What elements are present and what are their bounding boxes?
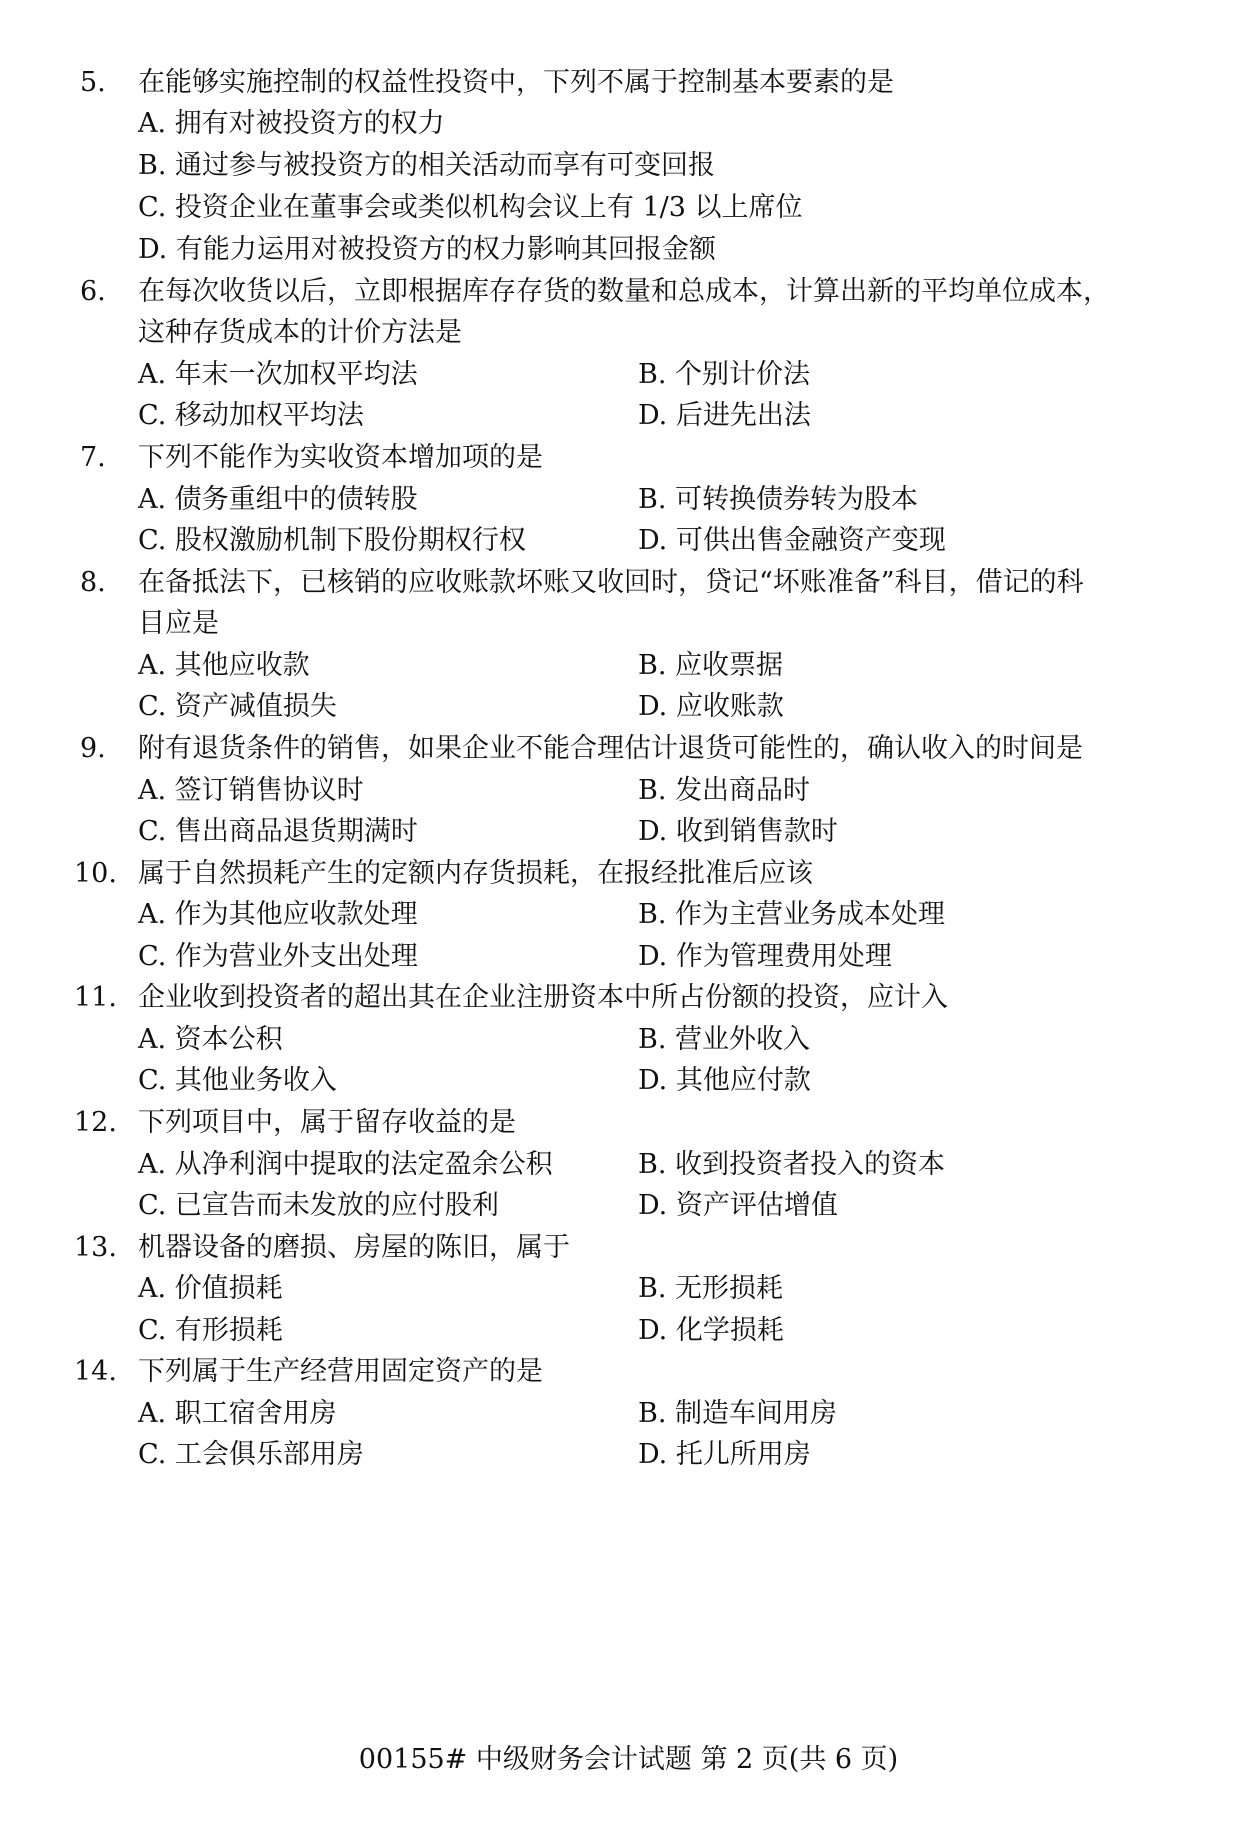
option-d: D. 资产评估增值: [638, 1190, 838, 1221]
option-b: B. 应收票据: [638, 650, 784, 681]
option-c: C. 售出商品退货期满时: [138, 816, 418, 847]
question-number: 5.: [80, 67, 106, 98]
question-number: 10.: [74, 858, 117, 889]
question-text: 企业收到投资者的超出其在企业注册资本中所占份额的投资，应计入: [138, 982, 948, 1013]
option-c: C. 已宣告而未发放的应付股利: [138, 1190, 499, 1221]
option-a: A. 价值损耗: [138, 1273, 283, 1304]
option-b: B. 可转换债券转为股本: [638, 484, 919, 515]
question-text: 在能够实施控制的权益性投资中，下列不属于控制基本要素的是: [138, 67, 894, 98]
option-d: D. 后进先出法: [638, 400, 811, 431]
option-d: D. 应收账款: [638, 691, 784, 722]
page-footer: 00155# 中级财务会计试题 第 2 页(共 6 页): [358, 1744, 899, 1775]
question-text: 机器设备的磨损、房屋的陈旧，属于: [138, 1232, 570, 1263]
option-c: C. 投资企业在董事会或类似机构会议上有 1/3 以上席位: [138, 192, 803, 223]
option-a: A. 拥有对被投资方的权力: [138, 108, 445, 139]
question-text: 下列不能作为实收资本增加项的是: [138, 442, 543, 473]
option-d: D. 其他应付款: [638, 1065, 811, 1096]
question-text-continued: 这种存货成本的计价方法是: [138, 317, 462, 348]
option-a: A. 债务重组中的债转股: [138, 484, 418, 515]
option-d: D. 托儿所用房: [638, 1439, 811, 1470]
question-text: 在每次收货以后，立即根据库存存货的数量和总成本，计算出新的平均单位成本，: [138, 276, 1110, 307]
option-b: B. 个别计价法: [638, 359, 811, 390]
question-text: 下列项目中，属于留存收益的是: [138, 1107, 516, 1138]
option-a: A. 从净利润中提取的法定盈余公积: [138, 1149, 553, 1180]
question-number: 7.: [80, 442, 106, 473]
option-c: C. 移动加权平均法: [138, 400, 364, 431]
option-d: D. 可供出售金融资产变现: [638, 525, 946, 556]
option-a: A. 资本公积: [138, 1024, 283, 1055]
question-text: 下列属于生产经营用固定资产的是: [138, 1356, 543, 1387]
option-a: A. 年末一次加权平均法: [138, 359, 418, 390]
option-d: D. 作为管理费用处理: [638, 941, 892, 972]
question-number: 13.: [74, 1232, 117, 1263]
option-a: A. 职工宿舍用房: [138, 1398, 337, 1429]
option-d: D. 化学损耗: [638, 1315, 784, 1346]
question-number: 11.: [74, 982, 117, 1013]
option-d: D. 有能力运用对被投资方的权力影响其回报金额: [138, 234, 716, 265]
option-b: B. 通过参与被投资方的相关活动而享有可变回报: [138, 150, 716, 181]
option-c: C. 工会俱乐部用房: [138, 1439, 364, 1470]
option-b: B. 作为主营业务成本处理: [638, 899, 946, 930]
question-text: 附有退货条件的销售，如果企业不能合理估计退货可能性的，确认收入的时间是: [138, 733, 1083, 764]
option-b: B. 收到投资者投入的资本: [638, 1149, 946, 1180]
question-text: 属于自然损耗产生的定额内存货损耗，在报经批准后应该: [138, 858, 813, 889]
option-b: B. 营业外收入: [638, 1024, 811, 1055]
option-a: A. 签订销售协议时: [138, 775, 364, 806]
question-number: 8.: [80, 567, 106, 598]
question-text-continued: 目应是: [138, 608, 219, 639]
question-number: 6.: [80, 276, 106, 307]
option-b: B. 发出商品时: [638, 775, 811, 806]
option-c: C. 资产减值损失: [138, 691, 337, 722]
option-a: A. 其他应收款: [138, 650, 310, 681]
option-c: C. 股权激励机制下股份期权行权: [138, 525, 526, 556]
option-c: C. 作为营业外支出处理: [138, 941, 418, 972]
option-b: B. 无形损耗: [638, 1273, 784, 1304]
option-b: B. 制造车间用房: [638, 1398, 838, 1429]
option-c: C. 有形损耗: [138, 1315, 283, 1346]
question-text: 在备抵法下，已核销的应收账款坏账又收回时，贷记“坏账准备”科目，借记的科: [138, 567, 1084, 598]
question-number: 9.: [80, 733, 106, 764]
option-c: C. 其他业务收入: [138, 1065, 337, 1096]
question-number: 12.: [74, 1107, 117, 1138]
option-d: D. 收到销售款时: [638, 816, 838, 847]
question-number: 14.: [74, 1356, 117, 1387]
option-a: A. 作为其他应收款处理: [138, 899, 418, 930]
